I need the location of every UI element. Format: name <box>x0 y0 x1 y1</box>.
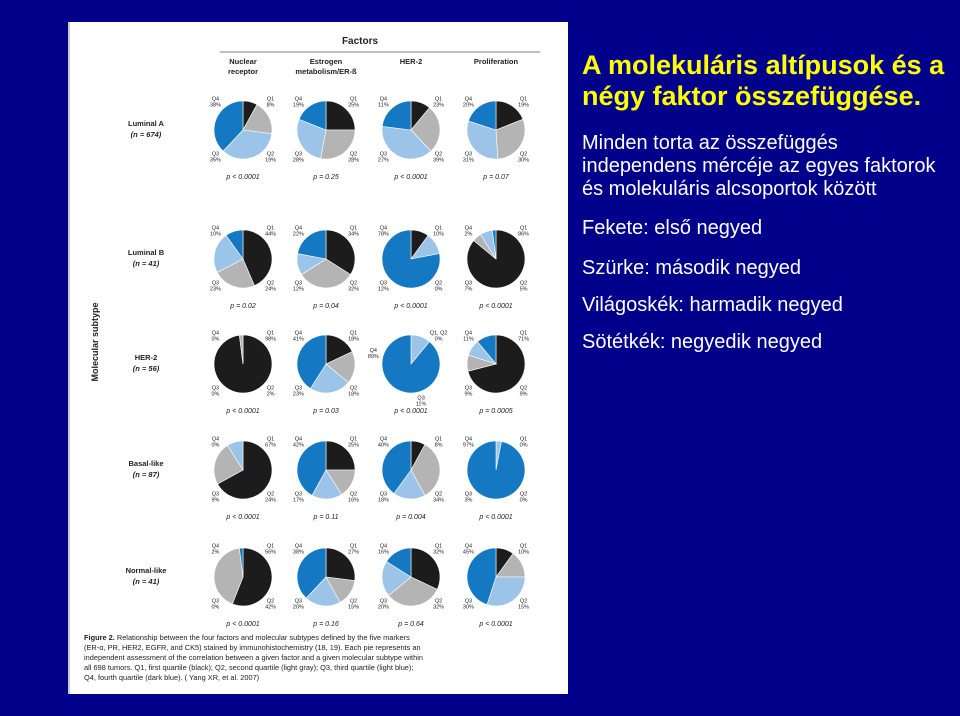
pie-label: Q2 <box>434 151 443 158</box>
pie-label-value: 24% <box>265 497 277 504</box>
pie-label: Q4 <box>464 543 473 550</box>
pie-label: Q4 <box>211 543 220 550</box>
pie-label-value: 42% <box>265 604 277 611</box>
pie-label: Q2 <box>349 280 358 287</box>
pie-label: Q1 <box>266 330 275 337</box>
pie-label: Q2 <box>349 385 358 392</box>
pie-label-value: 40% <box>377 442 389 449</box>
pie-label: Q4 <box>294 543 303 550</box>
pie-grid-figure <box>70 22 568 694</box>
pie-label: Q1 <box>519 225 528 232</box>
pie-label-value: 8% <box>266 102 275 109</box>
pie-label: Q1 <box>349 543 358 550</box>
caption-text: Relationship between the four factors and molecular subtypes defined by the five markers <box>116 633 410 642</box>
pie-label: Q4 <box>211 436 220 443</box>
pie-label: Q1 <box>349 96 358 103</box>
p-value: p = 0.11 <box>313 514 339 521</box>
pie-label-value: 25% <box>348 102 360 109</box>
pie-label: Q3 <box>211 491 220 498</box>
pie-label-value: 97% <box>462 442 474 449</box>
pie-label-value: 0% <box>519 442 528 449</box>
pie-label-value: 39% <box>433 157 445 164</box>
pie-label-value: 7% <box>464 286 473 293</box>
pie-label: Q1 <box>434 436 443 443</box>
pie-label: Q1 <box>266 96 275 103</box>
pie-label-value: 28% <box>348 157 360 164</box>
p-value: p = 0.004 <box>396 514 426 521</box>
pie-label-value: 23% <box>292 391 304 398</box>
pie-label-value: 38% <box>292 549 304 556</box>
pie-label-value: 44% <box>265 231 277 238</box>
pie-label-value: 32% <box>433 549 445 556</box>
pie-label-value: 24% <box>265 286 277 293</box>
pie-label-value: 0% <box>434 336 443 343</box>
p-value: p < 0.0001 <box>479 514 513 521</box>
text-panel <box>582 50 954 354</box>
pie-label: Q3 <box>379 598 388 605</box>
pie-label: Q3 <box>294 151 303 158</box>
pie-label-value: 16% <box>377 549 389 556</box>
pie-label: Q2 <box>519 385 528 392</box>
pie-label-value: 27% <box>348 549 360 556</box>
pie-label: Q3 <box>379 151 388 158</box>
p-value: p = 0.03 <box>313 408 339 415</box>
p-value: p = 0.64 <box>398 621 424 628</box>
figure-caption-line: (ER-α, PR, HER2, EGFR, and CK5) stained by immunohistochemistry (18, 19). Each pie represents an <box>84 643 421 652</box>
pie-label: Q4 <box>294 330 303 337</box>
pie-label-value: 15% <box>518 604 530 611</box>
pie-label: Q2 <box>434 280 443 287</box>
pie-label: Q4 <box>379 225 388 232</box>
legend-gray: Szürke: második negyed <box>582 257 802 279</box>
pie-label: Q3 <box>464 491 473 498</box>
pie-label-value: 2% <box>464 231 473 238</box>
pie-label-value: 32% <box>433 604 445 611</box>
subtype-name-2: HER-2 <box>134 353 158 362</box>
pie-label-value: 9% <box>211 497 220 504</box>
p-value: p < 0.0001 <box>226 514 260 521</box>
p-value: p < 0.0001 <box>394 303 428 310</box>
pie-label-value: 10% <box>433 231 445 238</box>
pie-label: Q1 <box>519 436 528 443</box>
pie-label: Q1 <box>266 543 275 550</box>
pie-label: Q4 <box>379 96 388 103</box>
pie-label-value: 10% <box>518 549 530 556</box>
pie-slice-Q4 <box>382 335 440 393</box>
pie-label: Q3 <box>211 280 220 287</box>
pie-label: Q1 <box>434 543 443 550</box>
p-value: p < 0.0001 <box>226 621 260 628</box>
pie-slice-Q4 <box>464 441 528 499</box>
axis-label-molecular-subtype: Molecular subtype <box>90 302 100 382</box>
pie-label-value: 2% <box>211 549 220 556</box>
figure-panel <box>68 22 568 694</box>
figure-caption-line <box>84 633 410 642</box>
pie-label-value: 10% <box>209 231 221 238</box>
p-value: p < 0.0001 <box>479 303 513 310</box>
pie-label-value: 31% <box>462 157 474 164</box>
pie-label-value: 18% <box>348 391 360 398</box>
pie-label: Q3 <box>294 598 303 605</box>
pie-label: Q2 <box>519 151 528 158</box>
slide-title: A molekuláris altípusok és a négy faktor összefüggése. <box>582 50 945 111</box>
pie-label-value: 0% <box>211 391 220 398</box>
pie-label-value: 18% <box>377 497 389 504</box>
pie-label: Q2 <box>434 491 443 498</box>
pie-label: Q2 <box>349 491 358 498</box>
pie-label: Q1 <box>266 436 275 443</box>
factor-header-0: Nuclear <box>229 57 257 66</box>
pie-label-value: 22% <box>292 231 304 238</box>
legend-dark-blue: Sötétkék: negyedik negyed <box>582 331 823 353</box>
pie-label-value: 3% <box>464 497 473 504</box>
pie-label-value: 35% <box>209 157 221 164</box>
pie-label: Q3 <box>294 491 303 498</box>
pie-label-value: 0% <box>211 336 220 343</box>
pie-label-value: 17% <box>292 497 304 504</box>
pie-label: Q4 <box>294 436 303 443</box>
pie-label-value: 12% <box>292 286 304 293</box>
pie-label: Q4 <box>379 436 388 443</box>
pie-label-value: 56% <box>265 549 277 556</box>
pie-label: Q3 <box>464 385 473 392</box>
subtype-name-0: Luminal A <box>128 119 164 128</box>
p-value: p = 0.04 <box>313 303 339 310</box>
pie-label: Q4 <box>464 96 473 103</box>
pie-label-value: 19% <box>518 102 530 109</box>
pie-label-value: 20% <box>292 604 304 611</box>
pie-label-value: 30% <box>462 604 474 611</box>
pie-label: Q2 <box>519 491 528 498</box>
pie-label-value: 9% <box>519 391 528 398</box>
legend-black: Fekete: első negyed <box>582 217 763 239</box>
caption-bold: Figure 2. <box>84 633 117 642</box>
pie-label: Q4 <box>464 330 473 337</box>
pie-label-value: 32% <box>348 286 360 293</box>
pie-label-value: 15% <box>348 604 360 611</box>
pie-label: Q3 <box>294 385 303 392</box>
pie-label: Q1, Q2 <box>429 330 448 337</box>
pie-label: Q3 <box>211 598 220 605</box>
pie-label-value: 78% <box>377 231 389 238</box>
factor-header-2: HER-2 <box>399 57 423 66</box>
pie-label: Q3 <box>464 151 473 158</box>
pie-label-value: 41% <box>292 336 304 343</box>
factor-header-1-cont: metabolism/ER-ß <box>295 67 357 76</box>
pie-label: Q3 <box>211 151 220 158</box>
factor-header-3: Proliferation <box>473 57 519 66</box>
pie-label: Q1 <box>266 225 275 232</box>
pie-label: Q4 <box>369 347 378 354</box>
pie-label-value: 0% <box>211 604 220 611</box>
pie-label: Q2 <box>349 598 358 605</box>
pie-label-value: 89% <box>367 353 379 360</box>
pie-label-value: 0% <box>211 442 220 449</box>
subtype-n-0: (n = 674) <box>130 130 162 139</box>
pie-label: Q1 <box>434 225 443 232</box>
pie-label: Q4 <box>464 225 473 232</box>
figure-caption-line: all 698 tumors. Q1, first quartile (black); Q2, second quartile (light gray); Q3, third quartile (light blue); <box>84 663 414 672</box>
pie-label-value: 0% <box>434 286 443 293</box>
pie-label: Q3 <box>379 491 388 498</box>
p-value: p < 0.0001 <box>394 174 428 181</box>
p-value: p = 0.07 <box>483 174 509 181</box>
factor-header-1: Estrogen <box>309 57 343 66</box>
pie-label-value: 2% <box>266 391 275 398</box>
pie-label-value: 11% <box>463 336 474 343</box>
pie-label-value: 19% <box>292 102 304 109</box>
pie-label-value: 23% <box>209 286 221 293</box>
p-value: p = 0.16 <box>313 621 339 628</box>
pie-label-value: 5% <box>519 286 528 293</box>
pie-label-value: 38% <box>209 102 221 109</box>
p-value: p = 0.02 <box>230 303 256 310</box>
pie-label: Q3 <box>417 395 425 402</box>
pie-label: Q1 <box>519 96 528 103</box>
pie-label-value: 28% <box>292 157 304 164</box>
pie-label-value: 23% <box>433 102 445 109</box>
pie-label: Q2 <box>266 598 275 605</box>
p-value: p < 0.0001 <box>226 408 260 415</box>
pie-label: Q2 <box>519 280 528 287</box>
subtype-name-4: Normal-like <box>125 566 167 575</box>
p-value: p = 0.25 <box>313 174 339 181</box>
subtype-name-1: Luminal B <box>127 248 165 257</box>
pie-label: Q2 <box>266 385 275 392</box>
pie-label: Q2 <box>266 491 275 498</box>
pie-label-value: 12% <box>377 286 389 293</box>
pie-label-value: 71% <box>518 336 530 343</box>
pie-label: Q4 <box>464 436 473 443</box>
pie-label: Q1 <box>349 436 358 443</box>
pie-label-value: 0% <box>519 497 528 504</box>
slide-description: Minden torta az összefüggés independens mércéje az egyes faktorok és molekuláris alcsoportok között <box>582 132 936 200</box>
pie-label: Q4 <box>211 330 220 337</box>
pie-label: Q1 <box>349 225 358 232</box>
subtype-n-4: (n = 41) <box>132 577 160 586</box>
figure-caption-line: Q4, fourth quartile (dark blue). ( Yang XR, et al. 2007) <box>84 673 260 682</box>
pie-label: Q2 <box>349 151 358 158</box>
pie-label: Q3 <box>294 280 303 287</box>
legend-light-blue: Világoskék: harmadik negyed <box>582 294 843 316</box>
pie-label-value: 27% <box>377 157 389 164</box>
pie-label: Q4 <box>211 96 220 103</box>
pie-label: Q2 <box>266 151 275 158</box>
pie-label-value: 30% <box>518 157 530 164</box>
p-value: p < 0.0001 <box>479 621 513 628</box>
pie-label: Q4 <box>379 543 388 550</box>
pie-label: Q2 <box>266 280 275 287</box>
pie-label-value: 16% <box>348 497 360 504</box>
pie-label-value: 19% <box>265 157 277 164</box>
factors-header: Factors <box>341 36 379 47</box>
pie-label: Q4 <box>211 225 220 232</box>
subtype-name-3: Basal-like <box>128 459 164 468</box>
pie-label-value: 9% <box>464 391 473 398</box>
pie-label-value: 8% <box>434 442 443 449</box>
pie-label-value: 20% <box>462 102 474 109</box>
pie-label-value: 42% <box>292 442 304 449</box>
pie-label: Q1 <box>519 330 528 337</box>
pie-label-value: 11% <box>378 102 389 109</box>
p-value: p < 0.0001 <box>226 174 260 181</box>
figure-caption-line: independent assessment of the correlation between a given factor and a given molecular subtype within <box>84 653 423 662</box>
subtype-n-1: (n = 41) <box>132 259 160 268</box>
pie-label: Q2 <box>434 598 443 605</box>
pie-label: Q3 <box>379 280 388 287</box>
pie-label-value: 20% <box>377 604 389 611</box>
pie-label: Q3 <box>464 280 473 287</box>
pie-label: Q3 <box>211 385 220 392</box>
pie-label: Q1 <box>434 96 443 103</box>
pie-label-value: 34% <box>348 231 360 238</box>
pie-label-value: 45% <box>462 549 474 556</box>
pie-label-value: 67% <box>265 442 277 449</box>
pie-label-value: 86% <box>518 231 530 238</box>
pie-label-value: 25% <box>348 442 360 449</box>
pie-label-value: 34% <box>433 497 445 504</box>
pie-label-value: 18% <box>348 336 360 343</box>
pie-label: Q1 <box>349 330 358 337</box>
pie-label-value: 98% <box>265 336 277 343</box>
pie-label: Q3 <box>464 598 473 605</box>
subtype-n-2: (n = 56) <box>132 364 160 373</box>
pie-label: Q1 <box>519 543 528 550</box>
factor-header-0-cont: receptor <box>227 67 259 76</box>
pie-label: Q4 <box>294 225 303 232</box>
pie-label: Q2 <box>519 598 528 605</box>
p-value: p < 0.0001 <box>394 408 428 415</box>
p-value: p = 0.0005 <box>479 408 513 415</box>
pie-label-value: 11% <box>415 401 427 408</box>
subtype-n-3: (n = 87) <box>132 470 160 479</box>
pie-label: Q4 <box>294 96 303 103</box>
